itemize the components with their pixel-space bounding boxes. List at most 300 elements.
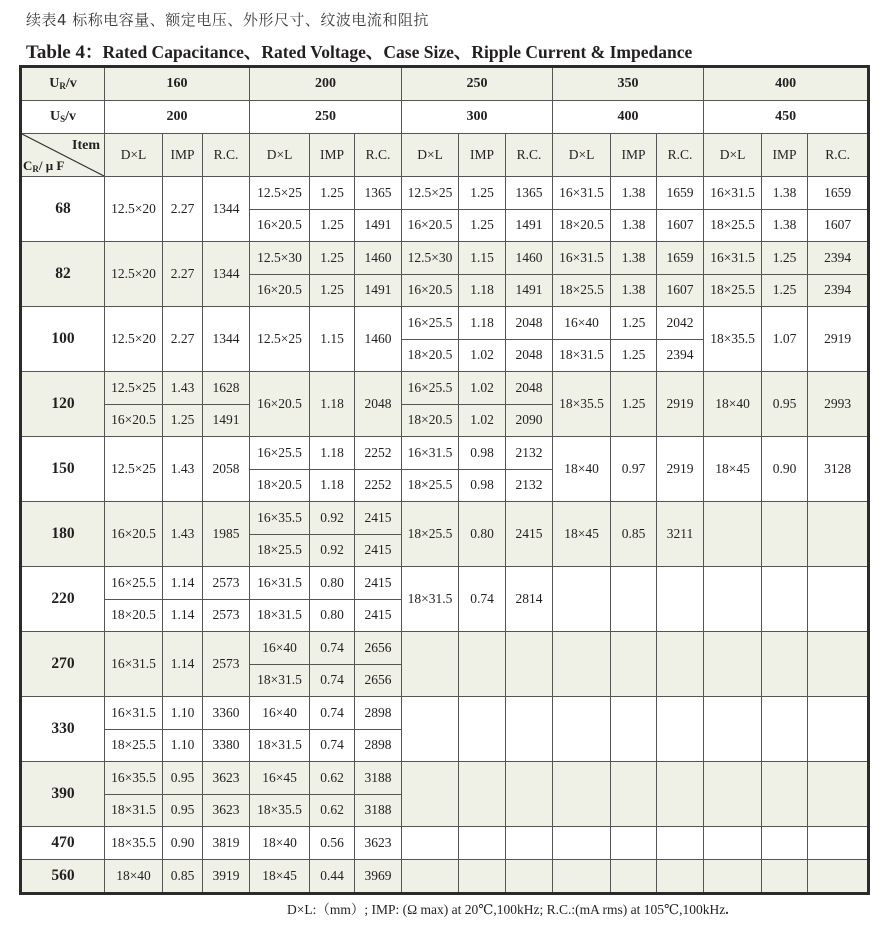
capacitance-cell: 100 (21, 307, 105, 372)
empty-cell (506, 632, 553, 697)
cell-size: 18×40 (250, 827, 310, 860)
cell-imp: 1.02 (459, 372, 506, 405)
table-row (21, 307, 869, 340)
cell-rc: 1491 (506, 274, 553, 307)
empty-cell (808, 762, 869, 827)
cell-rc: 3969 (355, 860, 402, 894)
cell-rc: 1344 (203, 242, 250, 307)
cell-size: 12.5×25 (250, 307, 310, 372)
cell-size: 16×31.5 (553, 242, 611, 275)
empty-cell (808, 860, 869, 894)
item-label: Item (72, 138, 100, 153)
cell-rc: 3128 (808, 437, 869, 502)
cell-rc: 1460 (355, 307, 402, 372)
empty-cell (657, 632, 704, 697)
cell-size: 16×35.5 (105, 762, 163, 795)
cell-size: 16×35.5 (250, 502, 310, 535)
cell-size: 18×20.5 (402, 404, 459, 437)
cell-size: 18×25.5 (553, 274, 611, 307)
cell-size: 18×35.5 (704, 307, 762, 372)
rated-voltage-250: 250 (402, 67, 553, 101)
cell-size: 18×35.5 (250, 794, 310, 827)
cell-rc: 3623 (203, 794, 250, 827)
cell-imp: 0.92 (310, 534, 355, 567)
empty-cell (762, 762, 808, 827)
cell-rc: 1491 (355, 209, 402, 242)
empty-cell (704, 827, 762, 860)
cell-rc: 2415 (506, 502, 553, 567)
cell-imp: 1.43 (163, 372, 203, 405)
cell-rc: 1659 (657, 242, 704, 275)
empty-cell (762, 697, 808, 762)
cell-size: 18×31.5 (250, 599, 310, 632)
cell-rc: 3211 (657, 502, 704, 567)
cell-imp: 0.80 (310, 567, 355, 600)
table-row (21, 632, 869, 665)
column-header-imp: IMP (459, 134, 506, 177)
rated-voltage-160: 160 (105, 67, 250, 101)
cell-size: 16×31.5 (402, 437, 459, 470)
cell-imp: 1.18 (459, 307, 506, 340)
cell-imp: 0.85 (611, 502, 657, 567)
cell-rc: 2898 (355, 729, 402, 762)
empty-cell (459, 697, 506, 762)
cell-rc: 2048 (506, 307, 553, 340)
empty-cell (657, 697, 704, 762)
cell-imp: 0.74 (459, 567, 506, 632)
table-row (21, 242, 869, 275)
rated-voltage-label: $U_R/v$ (21, 67, 105, 101)
cell-rc: 2415 (355, 502, 402, 535)
cell-imp: 1.07 (762, 307, 808, 372)
cell-size: 18×31.5 (105, 794, 163, 827)
cell-imp: 0.62 (310, 794, 355, 827)
empty-cell (402, 632, 459, 697)
cell-rc: 2048 (506, 372, 553, 405)
empty-cell (402, 697, 459, 762)
cell-size: 18×45 (553, 502, 611, 567)
surge-voltage-450: 450 (704, 101, 869, 134)
cell-imp: 0.80 (310, 599, 355, 632)
cell-imp: 1.14 (163, 599, 203, 632)
cell-rc: 2415 (355, 567, 402, 600)
cell-rc: 1607 (657, 209, 704, 242)
cell-imp: 1.25 (459, 209, 506, 242)
capacitance-cell: 390 (21, 762, 105, 827)
empty-cell (611, 697, 657, 762)
cell-rc: 3623 (203, 762, 250, 795)
cell-imp: 1.14 (163, 567, 203, 600)
cell-imp: 1.15 (310, 307, 355, 372)
column-header-imp: IMP (762, 134, 808, 177)
empty-cell (459, 632, 506, 697)
empty-cell (553, 632, 611, 697)
cell-size: 16×20.5 (250, 209, 310, 242)
cell-size: 16×20.5 (105, 502, 163, 567)
column-header-imp: IMP (310, 134, 355, 177)
cell-imp: 1.25 (163, 404, 203, 437)
cell-size: 16×20.5 (250, 372, 310, 437)
cell-imp: 1.25 (310, 242, 355, 275)
cell-size: 12.5×25 (105, 437, 163, 502)
empty-cell (506, 827, 553, 860)
cell-imp: 1.25 (310, 274, 355, 307)
empty-cell (459, 860, 506, 894)
column-header-dxl: D×L (402, 134, 459, 177)
cell-imp: 0.92 (310, 502, 355, 535)
cell-imp: 1.38 (611, 177, 657, 210)
cell-rc: 3819 (203, 827, 250, 860)
cell-imp: 0.74 (310, 729, 355, 762)
cell-size: 18×31.5 (250, 664, 310, 697)
cell-imp: 0.44 (310, 860, 355, 894)
cell-size: 16×25.5 (402, 307, 459, 340)
surge-voltage-300: 300 (402, 101, 553, 134)
column-header-dxl: D×L (704, 134, 762, 177)
cell-size: 18×25.5 (402, 469, 459, 502)
table-title-chinese: 续表4 标称电容量、额定电压、外形尺寸、纹波电流和阻抗 (26, 11, 429, 29)
capacitance-cell: 270 (21, 632, 105, 697)
empty-cell (657, 762, 704, 827)
cell-imp: 1.18 (310, 437, 355, 470)
cell-rc: 2656 (355, 632, 402, 665)
cell-rc: 2132 (506, 437, 553, 470)
cell-imp: 1.10 (163, 697, 203, 730)
cell-rc: 2252 (355, 469, 402, 502)
cell-rc: 3188 (355, 762, 402, 795)
cell-size: 18×20.5 (105, 599, 163, 632)
cell-imp: 0.74 (310, 697, 355, 730)
empty-cell (657, 860, 704, 894)
cell-imp: 0.74 (310, 632, 355, 665)
table-title-text: ：Rated Capacitance、Rated Voltage、Case Size、Ripple Current & Impedance (84, 42, 693, 62)
cell-size: 16×31.5 (250, 567, 310, 600)
cell-rc: 2919 (808, 307, 869, 372)
empty-cell (704, 567, 762, 632)
column-header-dxl: D×L (553, 134, 611, 177)
cell-rc: 2415 (355, 599, 402, 632)
empty-cell (762, 567, 808, 632)
capacitor-spec-table (19, 65, 870, 895)
cell-imp: 0.74 (310, 664, 355, 697)
cell-rc: 2573 (203, 599, 250, 632)
empty-cell (704, 502, 762, 567)
empty-cell (611, 827, 657, 860)
cell-imp: 0.85 (163, 860, 203, 894)
cell-imp: 1.14 (163, 632, 203, 697)
cell-size: 18×31.5 (250, 729, 310, 762)
rated-voltage-350: 350 (553, 67, 704, 101)
cell-imp: 2.27 (163, 242, 203, 307)
cell-imp: 1.18 (310, 372, 355, 437)
cell-imp: 0.98 (459, 437, 506, 470)
empty-cell (704, 762, 762, 827)
cell-imp: 1.25 (611, 339, 657, 372)
cell-size: 12.5×25 (402, 177, 459, 210)
cell-size: 12.5×30 (250, 242, 310, 275)
rated-voltage-200: 200 (250, 67, 402, 101)
column-header-dxl: D×L (105, 134, 163, 177)
cell-imp: 2.27 (163, 307, 203, 372)
cell-rc: 2090 (506, 404, 553, 437)
column-header-imp: IMP (163, 134, 203, 177)
cell-size: 18×31.5 (553, 339, 611, 372)
empty-cell (611, 762, 657, 827)
cell-size: 18×25.5 (105, 729, 163, 762)
empty-cell (506, 697, 553, 762)
cell-rc: 3380 (203, 729, 250, 762)
empty-cell (762, 502, 808, 567)
empty-cell (611, 567, 657, 632)
surge-voltage-row (21, 101, 869, 134)
table-row (21, 502, 869, 535)
cell-imp: 1.43 (163, 437, 203, 502)
cell-rc: 1491 (355, 274, 402, 307)
cell-rc: 1344 (203, 177, 250, 242)
cell-size: 16×25.5 (402, 372, 459, 405)
cell-size: 16×25.5 (105, 567, 163, 600)
cell-imp: 1.25 (459, 177, 506, 210)
cell-size: 18×45 (704, 437, 762, 502)
cell-rc: 3188 (355, 794, 402, 827)
cell-rc: 1659 (657, 177, 704, 210)
cell-imp: 1.38 (611, 209, 657, 242)
cell-rc: 2042 (657, 307, 704, 340)
empty-cell (553, 567, 611, 632)
column-header-rc: R.C. (203, 134, 250, 177)
empty-cell (762, 827, 808, 860)
cell-size: 18×40 (105, 860, 163, 894)
surge-voltage-200: 200 (105, 101, 250, 134)
table-row (21, 827, 869, 860)
column-header-dxl: D×L (250, 134, 310, 177)
cell-imp: 1.25 (762, 274, 808, 307)
cell-size: 16×31.5 (553, 177, 611, 210)
capacitance-label: $C_R/$ μ F (23, 158, 65, 174)
cell-imp: 0.98 (459, 469, 506, 502)
cell-rc: 2573 (203, 632, 250, 697)
cell-size: 18×35.5 (553, 372, 611, 437)
column-header-rc: R.C. (657, 134, 704, 177)
table-title-english (26, 39, 692, 64)
cell-size: 16×31.5 (105, 632, 163, 697)
cell-rc: 2919 (657, 437, 704, 502)
cell-rc: 2656 (355, 664, 402, 697)
cell-rc: 2993 (808, 372, 869, 437)
capacitance-cell: 68 (21, 177, 105, 242)
cell-size: 16×31.5 (704, 177, 762, 210)
cell-rc: 1344 (203, 307, 250, 372)
cell-rc: 1985 (203, 502, 250, 567)
empty-cell (808, 567, 869, 632)
cell-rc: 2814 (506, 567, 553, 632)
cell-size: 18×25.5 (704, 209, 762, 242)
cell-size: 16×20.5 (250, 274, 310, 307)
empty-cell (808, 632, 869, 697)
cell-rc: 1659 (808, 177, 869, 210)
empty-cell (553, 860, 611, 894)
empty-cell (506, 762, 553, 827)
cell-imp: 1.38 (611, 242, 657, 275)
cell-imp: 1.18 (459, 274, 506, 307)
cell-imp: 1.25 (611, 307, 657, 340)
cell-size: 18×40 (553, 437, 611, 502)
cell-imp: 1.25 (762, 242, 808, 275)
cell-size: 16×20.5 (402, 209, 459, 242)
cell-rc: 2898 (355, 697, 402, 730)
empty-cell (808, 502, 869, 567)
empty-cell (808, 827, 869, 860)
cell-size: 16×20.5 (402, 274, 459, 307)
cell-size: 18×25.5 (704, 274, 762, 307)
surge-voltage-label: $U_S/v$ (21, 101, 105, 134)
table-row (21, 372, 869, 405)
cell-size: 18×20.5 (402, 339, 459, 372)
capacitance-cell: 82 (21, 242, 105, 307)
empty-cell (553, 762, 611, 827)
empty-cell (611, 632, 657, 697)
cell-imp: 0.62 (310, 762, 355, 795)
rated-voltage-row (21, 67, 869, 101)
cell-rc: 3919 (203, 860, 250, 894)
cell-imp: 1.38 (611, 274, 657, 307)
table-row (21, 762, 869, 795)
cell-imp: 1.25 (310, 209, 355, 242)
capacitance-cell: 150 (21, 437, 105, 502)
empty-cell (402, 827, 459, 860)
empty-cell (762, 632, 808, 697)
cell-imp: 1.25 (611, 372, 657, 437)
column-header-rc: R.C. (506, 134, 553, 177)
cell-rc: 2394 (657, 339, 704, 372)
cell-imp: 0.56 (310, 827, 355, 860)
empty-cell (402, 762, 459, 827)
empty-cell (459, 762, 506, 827)
capacitance-cell: 120 (21, 372, 105, 437)
cell-imp: 1.25 (310, 177, 355, 210)
capacitance-cell: 470 (21, 827, 105, 860)
column-header-row (21, 134, 869, 177)
cell-size: 12.5×30 (402, 242, 459, 275)
item-capacitance-corner-cell (21, 134, 105, 177)
cell-imp: 1.15 (459, 242, 506, 275)
empty-cell (808, 697, 869, 762)
cell-rc: 3360 (203, 697, 250, 730)
empty-cell (657, 567, 704, 632)
cell-imp: 1.38 (762, 177, 808, 210)
cell-rc: 2252 (355, 437, 402, 470)
cell-size: 16×40 (250, 697, 310, 730)
empty-cell (506, 860, 553, 894)
cell-rc: 3623 (355, 827, 402, 860)
cell-imp: 1.02 (459, 339, 506, 372)
cell-size: 16×25.5 (250, 437, 310, 470)
empty-cell (402, 860, 459, 894)
table-row (21, 177, 869, 210)
cell-size: 16×40 (553, 307, 611, 340)
cell-size: 16×45 (250, 762, 310, 795)
capacitance-cell: 330 (21, 697, 105, 762)
column-header-rc: R.C. (808, 134, 869, 177)
cell-imp: 1.02 (459, 404, 506, 437)
table-row (21, 697, 869, 730)
cell-size: 18×35.5 (105, 827, 163, 860)
cell-size: 16×31.5 (704, 242, 762, 275)
cell-size: 12.5×20 (105, 242, 163, 307)
cell-imp: 0.95 (163, 762, 203, 795)
cell-imp: 1.43 (163, 502, 203, 567)
cell-imp: 0.95 (762, 372, 808, 437)
empty-cell (657, 827, 704, 860)
cell-imp: 0.90 (163, 827, 203, 860)
cell-rc: 1607 (657, 274, 704, 307)
column-header-rc: R.C. (355, 134, 402, 177)
rated-voltage-400: 400 (704, 67, 869, 101)
cell-rc: 2573 (203, 567, 250, 600)
cell-size: 18×40 (704, 372, 762, 437)
table-number: Table 4 (26, 42, 85, 63)
cell-imp: 1.10 (163, 729, 203, 762)
cell-size: 16×31.5 (105, 697, 163, 730)
footnote: D×L:（mm）; IMP: (Ω max) at 20℃,100kHz; R.C.:(mA rms) at 105℃,100kHz. (287, 902, 729, 917)
cell-rc: 1607 (808, 209, 869, 242)
cell-imp: 0.80 (459, 502, 506, 567)
empty-cell (553, 827, 611, 860)
capacitance-cell: 560 (21, 860, 105, 894)
cell-imp: 0.90 (762, 437, 808, 502)
cell-imp: 2.27 (163, 177, 203, 242)
cell-rc: 2048 (355, 372, 402, 437)
cell-size: 16×20.5 (105, 404, 163, 437)
table-row (21, 567, 869, 600)
cell-size: 18×25.5 (250, 534, 310, 567)
cell-size: 12.5×20 (105, 177, 163, 242)
cell-rc: 1460 (506, 242, 553, 275)
surge-voltage-250: 250 (250, 101, 402, 134)
cell-rc: 2919 (657, 372, 704, 437)
surge-voltage-400: 400 (553, 101, 704, 134)
cell-size: 18×20.5 (553, 209, 611, 242)
cell-rc: 2132 (506, 469, 553, 502)
cell-size: 12.5×20 (105, 307, 163, 372)
cell-imp: 0.95 (163, 794, 203, 827)
cell-size: 16×40 (250, 632, 310, 665)
empty-cell (553, 697, 611, 762)
cell-imp: 1.38 (762, 209, 808, 242)
cell-rc: 2394 (808, 242, 869, 275)
cell-size: 18×25.5 (402, 502, 459, 567)
cell-rc: 1491 (203, 404, 250, 437)
empty-cell (704, 697, 762, 762)
cell-size: 18×45 (250, 860, 310, 894)
empty-cell (704, 860, 762, 894)
empty-cell (762, 860, 808, 894)
capacitance-cell: 220 (21, 567, 105, 632)
table-row (21, 437, 869, 470)
column-header-imp: IMP (611, 134, 657, 177)
cell-rc: 2415 (355, 534, 402, 567)
cell-rc: 1365 (506, 177, 553, 210)
cell-size: 12.5×25 (250, 177, 310, 210)
cell-size: 18×31.5 (402, 567, 459, 632)
cell-rc: 1365 (355, 177, 402, 210)
cell-rc: 2394 (808, 274, 869, 307)
capacitance-cell: 180 (21, 502, 105, 567)
empty-cell (704, 632, 762, 697)
cell-imp: 0.97 (611, 437, 657, 502)
cell-imp: 1.18 (310, 469, 355, 502)
table-row (21, 860, 869, 894)
